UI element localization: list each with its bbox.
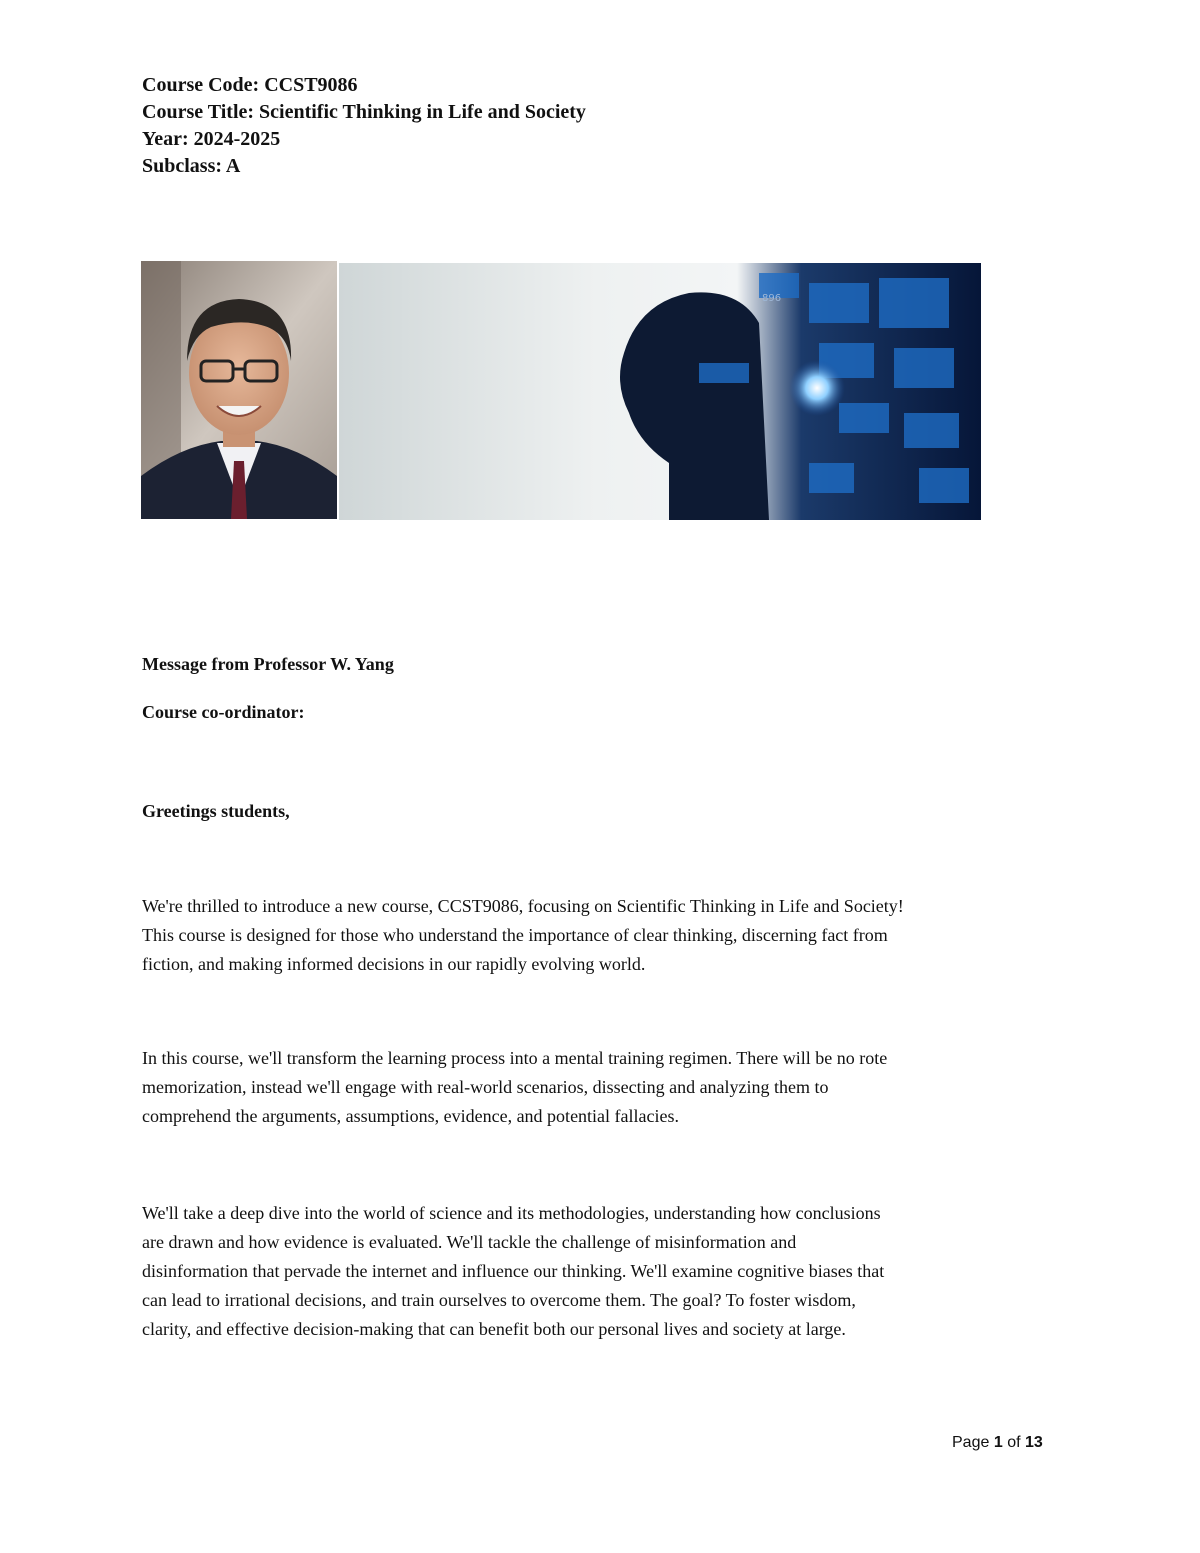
paragraph-line: fiction, and making informed decisions in our rapidly evolving world. — [142, 954, 646, 974]
course-subclass: Subclass: A — [142, 155, 241, 177]
of-word: of — [1007, 1434, 1021, 1451]
paragraph-3 — [142, 1199, 1062, 1344]
page-word: Page — [952, 1434, 990, 1451]
page-number — [952, 1434, 1043, 1452]
paragraph-line: This course is designed for those who understand the importance of clear thinking, discerning fact from — [142, 925, 888, 945]
paragraph-line: are drawn and how evidence is evaluated. We'll tackle the challenge of misinformation and — [142, 1232, 797, 1252]
paragraph-line: disinformation that pervade the internet and influence our thinking. We'll examine cognitive biases that — [142, 1261, 885, 1281]
course-title: Course Title: Scientific Thinking in Life and Society — [142, 101, 586, 123]
paragraph-line: We'll take a deep dive into the world of science and its methodologies, understanding how conclusions — [142, 1203, 881, 1223]
paragraph-line: can lead to irrational decisions, and train ourselves to overcome them. The goal? To foster wisdom, — [142, 1290, 856, 1310]
greeting: Greetings students, — [142, 801, 290, 821]
paragraph-2 — [142, 1044, 1062, 1131]
page-current: 1 — [993, 1434, 1003, 1451]
paragraph-line: In this course, we'll transform the learning process into a mental training regimen. There will be no rote — [142, 1048, 888, 1068]
course-code: Course Code: CCST9086 — [142, 74, 358, 96]
professor-portrait-image — [141, 261, 337, 519]
paragraph-line: comprehend the arguments, assumptions, evidence, and potential fallacies. — [142, 1106, 680, 1126]
digital-profile-banner-image — [339, 263, 981, 520]
course-coordinator-label: Course co-ordinator: — [142, 702, 305, 722]
paragraph-1 — [142, 892, 1062, 979]
paragraph-line: clarity, and effective decision-making that can benefit both our personal lives and society at large. — [142, 1319, 846, 1339]
paragraph-line: memorization, instead we'll engage with real-world scenarios, dissecting and analyzing them to — [142, 1077, 829, 1097]
paragraph-line: We're thrilled to introduce a new course, CCST9086, focusing on Scientific Thinking in Life and Society! — [142, 896, 904, 916]
banner-number: 896 — [762, 293, 782, 304]
course-year: Year: 2024-2025 — [142, 128, 281, 150]
message-from: Message from Professor W. Yang — [142, 654, 394, 674]
page-total: 13 — [1024, 1434, 1043, 1451]
